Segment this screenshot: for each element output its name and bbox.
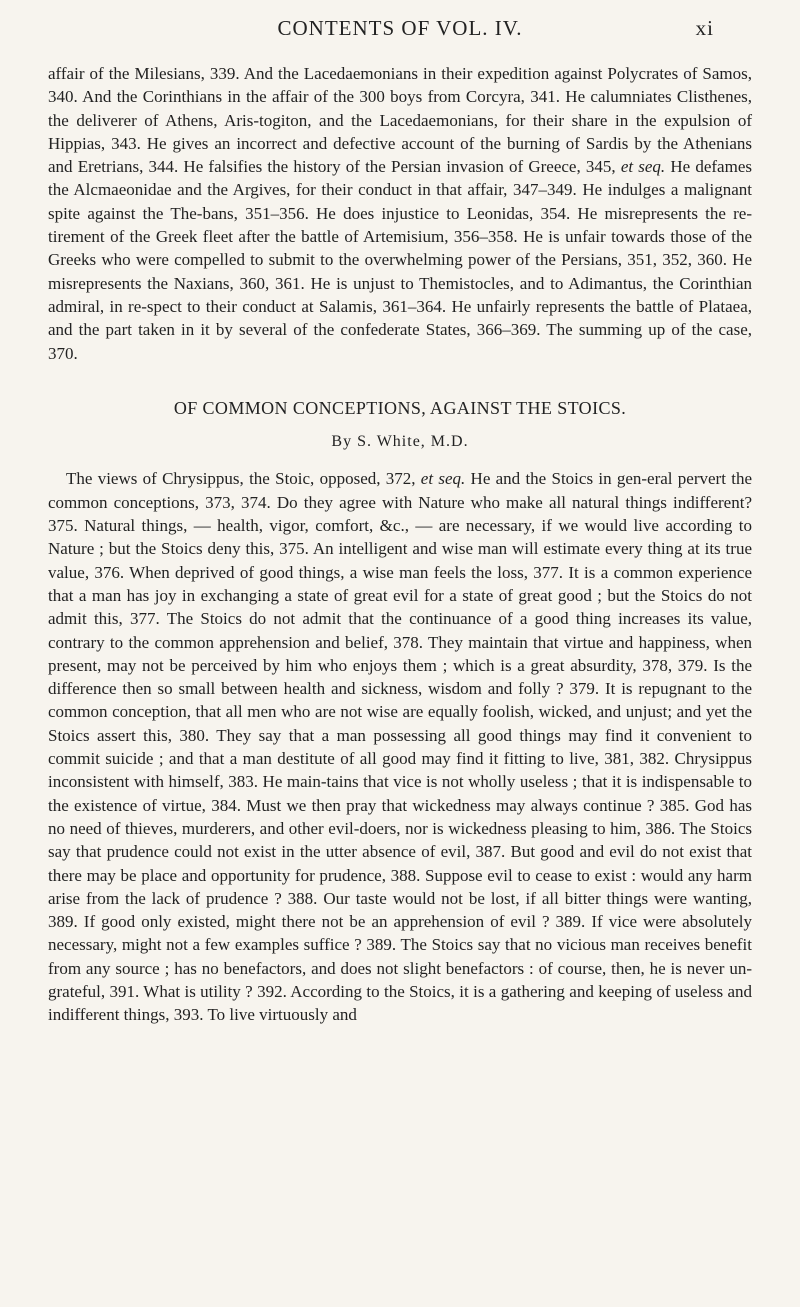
paragraph-summary [48, 467, 752, 1026]
running-head-title: CONTENTS OF VOL. IV. [277, 16, 523, 40]
paragraph-1-italic: et seq. [620, 157, 666, 177]
section-title: OF COMMON CONCEPTIONS, AGAINST THE STOICS. [173, 397, 627, 418]
running-head [0, 16, 800, 41]
paragraph-1-text-a: affair of the Milesians, 339. And the Lacedaemonians in their expedition against Polycrates of Samos, 340. And the Corinthians in the affair of the 300 boys from Corcyra, 341. He calumniates Clisthenes, the deliverer of Athens, Aris-togiton, and the Lacedaemonians, for their share in the expulsion of Hippias, 343. He gives an incorrect and defective account of the burning of Sardis by the Athenians and Eretrians, 344. He falsifies the history of the Persian invasion of Greece, 345, [48, 64, 752, 177]
body-text [48, 62, 752, 1027]
section-byline: By S. White, M.D. [331, 433, 469, 451]
page-number: xi [695, 16, 714, 40]
paragraph-continued [48, 62, 752, 365]
paragraph-2-text-a: The views of Chrysippus, the Stoic, opposed, 372, [66, 469, 421, 489]
paragraph-2-italic: et seq. [420, 469, 466, 489]
paragraph-2-text-b: He and the Stoics in gen-eral pervert the common conceptions, 373, 374. Do they agree with Nature who make all natural things indifferent? 375. Natural things, — health, vigor, comfort, &c., — are necessary, if we would live according to Nature ; but the Stoics deny this, 375. An intelligent and wise man will estimate every thing at its true value, 376. When deprived of good things, a wise man feels the loss, 377. It is a common experience that a man has joy in exchanging a state of great evil for a state of great good ; but the Stoics do not admit this, 377. The Stoics do not admit that the continuance of a good thing increases its value, contrary to the common apprehension and belief, 378. They maintain that virtue and happiness, when present, may not be perceived by him who enjoys them ; which is a great absurdity, 378, 379. Is the difference then so small between health and sickness, wisdom and folly ? 379. It is repugnant to the common conception, that all men who are not wise are equally foolish, wicked, and unjust; and yet the Stoics assert this, 380. They say that a man possessing all good things may find it convenient to commit suicide ; and that a man destitute of all good may find it fitting to live, 381, 382. Chrysippus inconsistent with himself, 383. He main-tains that vice is not wholly useless ; that it is indispensable to the existence of virtue, 384. Must we then pray that wickedness may always continue ? 385. God has no need of thieves, murderers, and other evil-doers, nor is wickedness pleasing to him, 386. The Stoics say that prudence could not exist in the utter absence of evil, 387. But good and evil do not exist that there may be place and opportunity for prudence, 388. Suppose evil to cease to exist : would any harm arise from the lack of prudence ? 388. Our taste would not be lost, if all bitter things were wanting, 389. If good only existed, might there not be an apprehension of evil ? 389. If vice were absolutely necessary, might not a few examples suffice ? 389. The Stoics say that no vicious man receives benefit from any source ; has no benefactors, and does not slight benefactors : of course, then, he is never un-grateful, 391. What is utility ? 392. According to the Stoics, it is a gathering and keeping of useless and indifferent things, 393. To live virtuously and [48, 469, 752, 1025]
paragraph-1-text-b: He defames the Alcmaeonidae and the Argives, for their conduct in that affair, 347–349. He indulges a malignant spite against the The-bans, 351–356. He does injustice to Leonidas, 354. He misrepresents the re-tirement of the Greek fleet after the battle of Artemisium, 356–358. He is unfair towards those of the Greeks who were compelled to submit to the overwhelming power of the Persians, 351, 352, 360. He misrepresents the Naxians, 360, 361. He is unjust to Themistocles, and to Adimantus, the Corinthian admiral, in re-spect to their conduct at Salamis, 361–364. He unfairly represents the battle of Plataea, and the part taken in it by several of the confederate States, 366–369. The summing up of the case, 370. [48, 157, 752, 363]
